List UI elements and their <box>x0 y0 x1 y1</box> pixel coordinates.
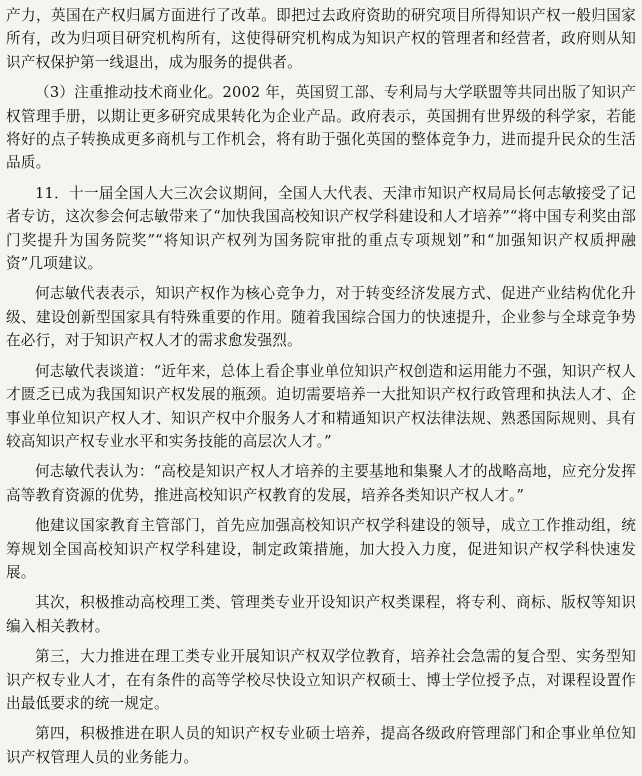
paragraph-third-suggestion: 第三，大力推进在理工类专业开展知识产权双学位教育，培养社会急需的复合型、实务型知识产权专业人才，在有条件的高等学校尽快设立知识产权硕士、博士学位授予点，对课程设置作出最低要求的统一规定。 <box>6 648 636 712</box>
paragraph-tech-commercialization: （3）注重推动技术商业化。2002 年，英国贸工部、专利局与大学联盟等共同出版了知识产权管理手册，以期让更多研究成果转化为企业产品。政府表示，英国拥有世界级的科学家，若能将好的点子转换成更多商机与工作机会，将有助于强化英国的整体竞争力，进而提升民众的生活品质。 <box>6 84 636 172</box>
paragraph-uk-ownership-reform: 产力，英国在产权归属方面进行了改革。即把过去政府资助的研究项目所得知识产权一般归国家所有，改为归项目研究机构所有，这使得研究机构成为知识产权的管理者和经营者，政府则从知识产权保护第一线退出，成为服务的提供者。 <box>6 7 636 71</box>
paragraph-core-competitiveness: 何志敏代表表示，知识产权作为核心竞争力，对于转变经济发展方式、促进产业结构优化升级、建设创新型国家具有特殊重要的作用。随着我国综合国力的快速提升，企业参与全球竞争势在必行，对于知识产权人才的需求愈发强烈。 <box>6 285 636 350</box>
paragraph-talent-shortage-quote: 何志敏代表谈道：“近年来，总体上看企事业单位知识产权创造和运用能力不强，知识产权人才匮乏已成为我国知识产权发展的瓶颈。迫切需要培养一大批知识产权行政管理和执法人才、企事业单位知识产权人才、知识产权中介服务人才和精通知识产权法律法规、熟悉国际规则、具有较高知识产权专业水平和实务技能的高层次人才。” <box>6 362 636 450</box>
paragraph-he-zhimin-proposals: 11．十一届全国人大三次会议期间，全国人大代表、天津市知识产权局局长何志敏接受了记者专访，这次参会何志敏带来了“加快我国高校知识产权学科建设和人才培养”“将中国专利奖由部门奖提升为国务院奖”“将知识产权列为国务院审批的重点专项规划”和“加强知识产权质押融资”几项建议。 <box>6 184 636 273</box>
document-page <box>6 4 636 776</box>
paragraph-universities-base-quote: 何志敏代表认为：“高校是知识产权人才培养的主要基地和集聚人才的战略高地，应充分发挥高等教育资源的优势，推进高校知识产权教育的发展，培养各类知识产权人才。” <box>6 463 636 504</box>
paragraph-second-suggestion: 其次，积极推动高校理工类、管理类专业开设知识产权类课程，将专利、商标、版权等知识编入相关教材。 <box>6 594 636 635</box>
paragraph-first-suggestion: 他建议国家教育主管部门，首先应加强高校知识产权学科建设的领导，成立工作推动组，统筹规划全国高校知识产权学科建设，制定政策措施，加大投入力度，促进知识产权学科快速发展。 <box>6 517 636 581</box>
paragraph-fourth-suggestion: 第四，积极推进在职人员的知识产权专业硕士培养，提高各级政府管理部门和企事业单位知识产权管理人员的业务能力。 <box>6 725 636 766</box>
